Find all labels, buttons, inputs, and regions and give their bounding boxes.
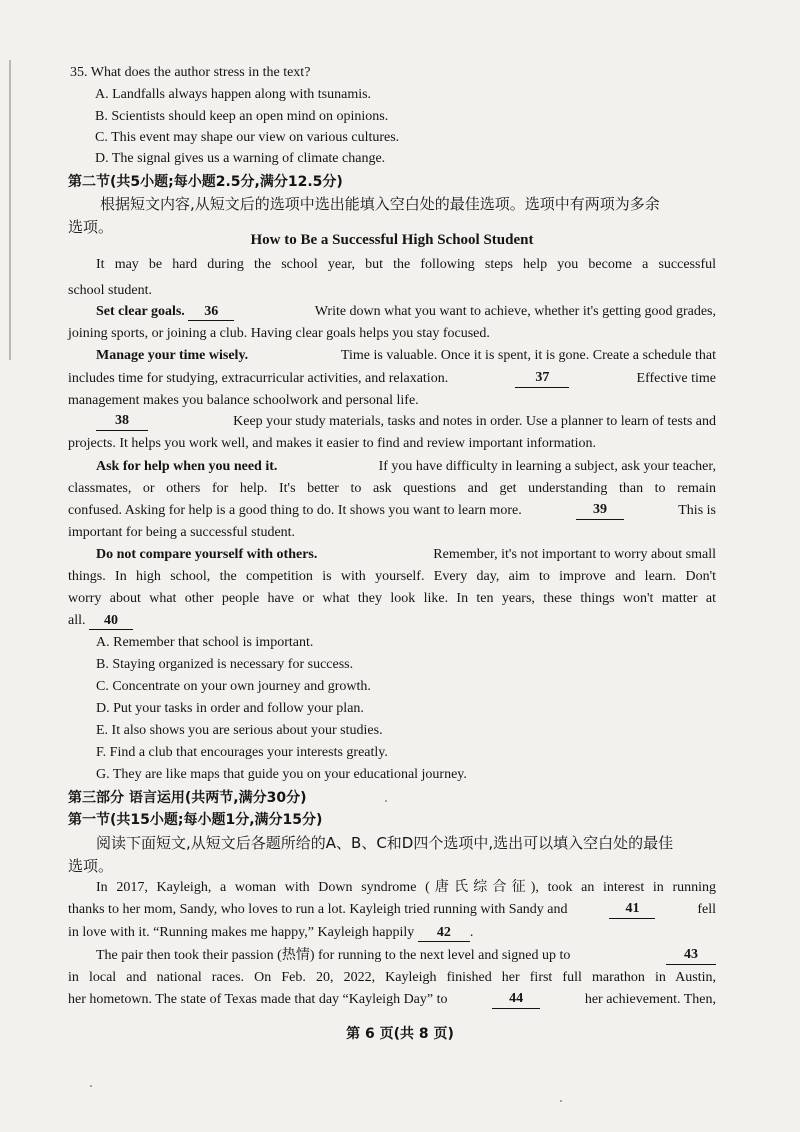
passage1-p6-line3: worry about what other people have or what they look like. In ten years, these things won't matter at [68,591,716,606]
heading-do-not-compare: Do not compare yourself with others. [96,547,318,562]
passage1-p5-line3 [68,502,716,520]
heading-ask-for-help: Ask for help when you need it. [96,459,278,474]
page-footer: 第 6 页(共 8 页) [346,1026,454,1042]
blank-43: 43 [666,947,716,965]
blank-41: 41 [609,901,655,919]
p6-rest: Remember, it's not important to worry about small [433,547,716,562]
p2-l3a: in love with it. “Running makes me happy,” Kayleigh happily [68,925,415,940]
part3-instruction-2: 选项。 [68,857,114,875]
section2-instruction-1: 根据短文内容,从短文后的选项中选出能填入空白处的最佳选项。选项中有两项为多余 [100,195,660,213]
choice-c: C. Concentrate on your own journey and growth. [96,679,371,694]
p2-l2a: thanks to her mom, Sandy, who loves to run a lot. Kayleigh tried running with Sandy and [68,902,568,917]
choice-d: D. Put your tasks in order and follow your plan. [96,701,364,716]
passage1-p6-line4 [68,612,133,630]
q35-option-b: B. Scientists should keep an open mind on opinions. [95,109,389,124]
choice-g: G. They are like maps that guide you on your educational journey. [96,767,467,782]
passage2-line6 [68,991,716,1009]
heading-set-clear-goals: Set clear goals. [96,304,185,319]
passage1-p2-line2: joining sports, or joining a club. Having clear goals helps you stay focused. [68,326,490,341]
passage1-p6-line1 [96,546,716,564]
q35-option-a: A. Landfalls always happen along with tsunamis. [95,87,372,102]
blank-37: 37 [515,370,569,388]
passage1-p5-line4: important for being a successful student. [68,525,296,540]
heading-manage-time: Manage your time wisely. [96,348,249,363]
blank-40: 40 [89,613,133,630]
passage1-p2-line1 [96,303,716,321]
passage1-title: How to Be a Successful High School Student [250,232,534,248]
q35-option-c: C. This event may shape our view on various cultures. [95,130,400,145]
passage2-line2 [68,901,716,919]
scan-speck [560,1100,562,1102]
blank-38: 38 [96,413,148,431]
p2-rest: Write down what you want to achieve, whether it's getting good grades, [314,304,716,319]
p4-line1: Keep your study materials, tasks and notes in order. Use a planner to learn of tests and [233,414,716,429]
blank-36: 36 [188,304,234,321]
scan-speck [90,1085,92,1087]
section2-header: 第二节(共5小题;每小题2.5分,满分12.5分) [68,174,343,190]
passage1-p3-line2 [68,370,716,388]
passage2-line3 [68,924,473,942]
p6-all: all. [68,613,86,628]
passage1-p1-line1: It may be hard during the school year, but the following steps help you become a successful [96,257,716,272]
q35-stem: 35. What does the author stress in the text? [70,65,311,80]
choice-b: B. Staying organized is necessary for success. [96,657,354,672]
p5-rest: If you have difficulty in learning a subject, ask your teacher, [378,459,716,474]
passage2-line5: in local and national races. On Feb. 20, 2022, Kayleigh finished her first full marathon in Austin, [68,970,716,985]
passage1-p3-line1 [96,347,716,365]
q35-option-d: D. The signal gives us a warning of climate change. [95,151,386,166]
choice-e: E. It also shows you are serious about your studies. [96,723,383,738]
blank-39: 39 [576,502,624,520]
choice-f: F. Find a club that encourages your interests greatly. [96,745,388,760]
p2-l1: In 2017, Kayleigh, a woman with Down syndrome (唐氏综合征), took an interest in running [96,880,716,895]
p5-line3a: confused. Asking for help is a good thing to do. It shows you want to learn more. [68,503,522,518]
passage1-p1-line2: school student. [68,283,152,298]
p2-l6a: her hometown. The state of Texas made that day “Kayleigh Day” to [68,992,448,1007]
p3-rest: Time is valuable. Once it is spent, it is gone. Create a schedule that [340,348,716,363]
passage1-p6-line2: things. In high school, the competition is with yourself. Every day, aim to improve and learn. Don't [68,569,716,584]
p3-line2b: Effective time [636,371,716,386]
p2-l6b: her achievement. Then, [584,992,716,1007]
part3-section1-header: 第一节(共15小题;每小题1分,满分15分) [68,812,323,828]
p2-l4a: The pair then took their passion (热情) for running to the next level and signed up to [96,948,571,963]
passage1-p5-line2: classmates, or others for help. It's better to ask questions and get understanding than to remain [68,481,716,496]
p2-l3b: . [469,925,474,940]
part3-header: 第三部分 语言运用(共两节,满分30分) [68,790,307,806]
blank-44: 44 [492,991,540,1009]
blank-42: 42 [418,925,470,942]
passage1-p5-line1 [96,458,716,476]
passage1-p4-line2: projects. It helps you work well, and makes it easier to find and review important information. [68,436,596,451]
margin-line [9,60,11,360]
passage2-line1 [96,879,716,897]
passage2-line4 [96,947,716,965]
part3-instruction-1: 阅读下面短文,从短文后各题所给的A、B、C和D四个选项中,选出可以填入空白处的最佳 [96,834,674,852]
p2-l2b: fell [697,902,716,917]
passage1-p3-line3: management makes you balance schoolwork and personal life. [68,393,419,408]
section2-instruction-2: 选项。 [68,218,114,236]
p5-line3b: This is [678,503,716,518]
passage1-p4-line1 [96,413,716,431]
scan-speck [385,800,387,802]
p3-line2a: includes time for studying, extracurricular activities, and relaxation. [68,371,449,386]
choice-a: A. Remember that school is important. [96,635,314,650]
